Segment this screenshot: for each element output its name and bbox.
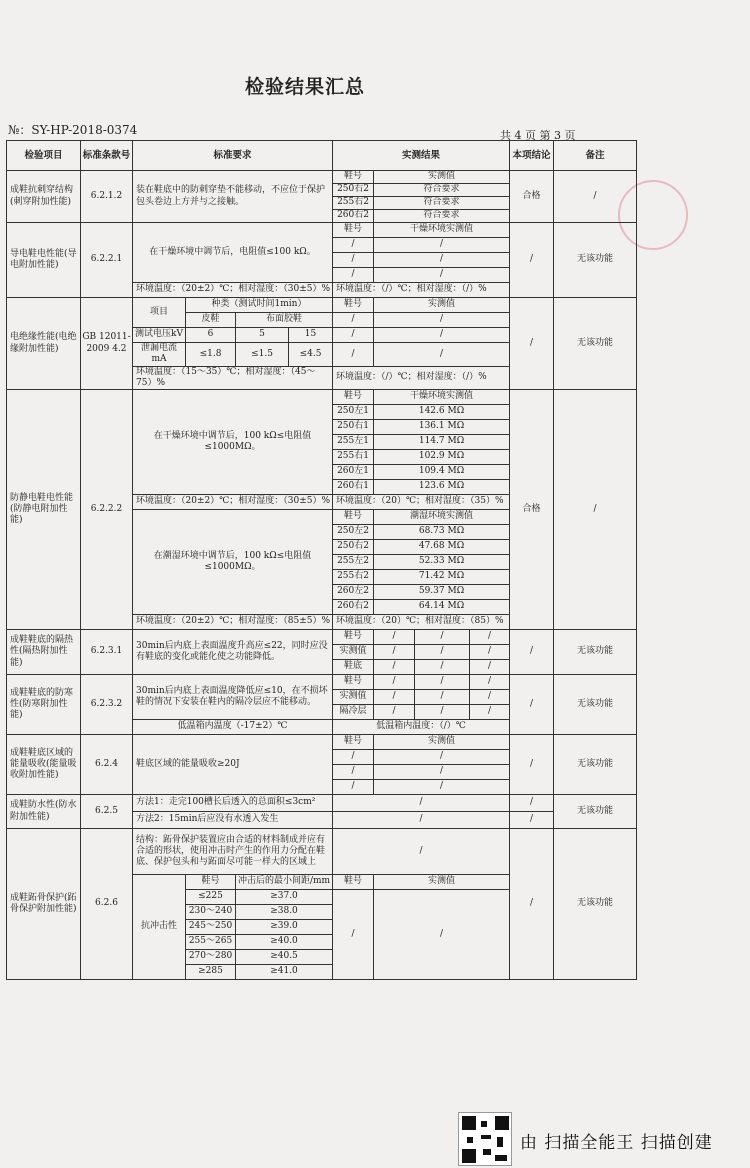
- size-cell: 255左1: [333, 435, 374, 450]
- size-cell: 255右1: [333, 450, 374, 465]
- size-cell: 245～250: [186, 920, 236, 935]
- gap-cell: ≥41.0: [236, 965, 333, 980]
- value-cell: /: [415, 660, 470, 675]
- volt-value: 5: [236, 328, 289, 343]
- leather-label: 皮鞋: [186, 313, 236, 328]
- remark-cell: 无该功能: [554, 223, 637, 298]
- measured-label: 干燥环境实测值: [374, 390, 510, 405]
- header-row: [7, 141, 637, 171]
- value-cell: 52.33 MΩ: [374, 555, 510, 570]
- requirement-cell: 方法1：走完100槽长后透入的总面积≤3cm²: [133, 795, 333, 812]
- env-result: 环境温度：（20）℃；相对湿度：（35）%: [333, 495, 510, 510]
- shoe-no-label: 鞋号: [333, 171, 374, 184]
- conclusion-cell: /: [510, 298, 554, 390]
- size-cell: 260右2: [333, 210, 374, 223]
- shoe-no-label: 鞋号: [333, 390, 374, 405]
- value-cell: /: [374, 890, 510, 980]
- conclusion-cell: /: [510, 795, 554, 812]
- conclusion-cell: /: [510, 223, 554, 298]
- value-cell: /: [470, 645, 510, 660]
- value-cell: /: [415, 690, 470, 705]
- size-cell: 250右1: [333, 420, 374, 435]
- table-row: [7, 223, 637, 238]
- value-cell: /: [374, 238, 510, 253]
- conclusion-cell: /: [510, 829, 554, 980]
- col-size-label: 鞋号: [186, 875, 236, 890]
- header-requirement: 标准要求: [133, 141, 333, 171]
- value-cell: /: [374, 645, 415, 660]
- clause-cell: 6.2.3.2: [81, 675, 133, 735]
- value-cell: /: [374, 253, 510, 268]
- value-cell: /: [415, 630, 470, 645]
- value-cell: /: [374, 765, 510, 780]
- table-row: [7, 171, 637, 184]
- measured-label: 潮湿环境实测值: [374, 510, 510, 525]
- conclusion-cell: /: [510, 675, 554, 735]
- conclusion-cell: /: [510, 812, 554, 829]
- gap-cell: ≥40.0: [236, 935, 333, 950]
- env-requirement: 环境温度：（20±2）℃；相对湿度：（85±5）%: [133, 615, 333, 630]
- size-cell: /: [333, 890, 374, 980]
- requirement-cell: 装在鞋底中的防刺穿垫不能移动，不应位于保护包头卷边上方并与之接触。: [133, 171, 333, 223]
- value-cell: /: [470, 705, 510, 720]
- value-cell: 114.7 MΩ: [374, 435, 510, 450]
- size-cell: 255右2: [333, 570, 374, 585]
- requirement-cell: 30min后内底上表面温度升高应≤22，同时应没有鞋底的变化或能化使之功能降低。: [133, 630, 333, 675]
- value-cell: /: [333, 795, 510, 812]
- clause-cell: 6.2.2.2: [81, 390, 133, 630]
- table-row: [7, 298, 637, 313]
- remark-cell: 无该功能: [554, 829, 637, 980]
- table-row: [7, 795, 637, 812]
- value-cell: /: [470, 690, 510, 705]
- item-cell: 成鞋防水性(防水附加性能): [7, 795, 81, 829]
- page-info: 共 4 页 第 3 页: [500, 129, 576, 142]
- scanner-footer: 由 扫描全能王 扫描创建: [520, 1133, 713, 1153]
- measured-label: 干燥环境实测值: [374, 223, 510, 238]
- value-cell: /: [374, 268, 510, 283]
- leak-value: ≤4.5: [289, 343, 333, 367]
- gap-cell: ≥38.0: [236, 905, 333, 920]
- value-cell: /: [374, 343, 510, 367]
- env-result: 低温箱内温度：（/）℃: [333, 720, 510, 735]
- shoe-no-label: 鞋号: [333, 875, 374, 890]
- value-cell: 71.42 MΩ: [374, 570, 510, 585]
- env-result: 环境温度：（20）℃；相对湿度：（85）%: [333, 615, 510, 630]
- size-cell: /: [333, 238, 374, 253]
- volt-label: 测试电压kV: [133, 328, 186, 343]
- header-item: 检验项目: [7, 141, 81, 171]
- shoe-no-label: 鞋号: [333, 298, 374, 313]
- size-cell: 255～265: [186, 935, 236, 950]
- remark-cell: 无该功能: [554, 795, 637, 829]
- table-row: [7, 390, 637, 405]
- size-cell: ≤225: [186, 890, 236, 905]
- row-label: 鞋号: [333, 675, 374, 690]
- item-cell: 防静电鞋电性能(防静电附加性能): [7, 390, 81, 630]
- size-cell: /: [333, 765, 374, 780]
- row-label: 鞋号: [333, 630, 374, 645]
- item-cell: 电绝缘性能(电绝缘附加性能): [7, 298, 81, 390]
- value-cell: 136.1 MΩ: [374, 420, 510, 435]
- size-cell: /: [333, 253, 374, 268]
- leak-value: ≤1.8: [186, 343, 236, 367]
- table-row: [7, 829, 637, 875]
- clause-cell: 6.2.2.1: [81, 223, 133, 298]
- size-cell: 260右1: [333, 480, 374, 495]
- header-clause: 标准条款号: [81, 141, 133, 171]
- remark-cell: /: [554, 390, 637, 630]
- value-cell: 符合要求: [374, 184, 510, 197]
- measured-label: 实测值: [374, 171, 510, 184]
- value-cell: /: [415, 645, 470, 660]
- value-cell: /: [374, 328, 510, 343]
- value-cell: /: [470, 630, 510, 645]
- value-cell: 符合要求: [374, 210, 510, 223]
- remark-cell: 无该功能: [554, 675, 637, 735]
- remark-cell: 无该功能: [554, 735, 637, 795]
- col-item-label: 项目: [133, 298, 186, 328]
- clause-cell: 6.2.3.1: [81, 630, 133, 675]
- requirement-cell: 在潮湿环境中调节后，100 kΩ≤电阻值≤1000MΩ。: [133, 510, 333, 615]
- clause-cell: 6.2.1.2: [81, 171, 133, 223]
- table-row: [7, 735, 637, 750]
- value-cell: 109.4 MΩ: [374, 465, 510, 480]
- volt-value: 15: [289, 328, 333, 343]
- size-cell: 260右2: [333, 600, 374, 615]
- value-cell: 68.73 MΩ: [374, 525, 510, 540]
- item-cell: 成鞋鞋底的隔热性(隔热附加性能): [7, 630, 81, 675]
- gap-cell: ≥39.0: [236, 920, 333, 935]
- value-cell: /: [374, 630, 415, 645]
- requirement-cell: 结构：跖骨保护装置应由合适的材料制成并应有合适的形状，使用冲击时产生的作用力分配在鞋底、保护包头和与跖面尽可能一样大的区域上: [133, 829, 333, 875]
- size-cell: 270～280: [186, 950, 236, 965]
- row-label: 隔冷层: [333, 705, 374, 720]
- value-cell: /: [415, 705, 470, 720]
- requirement-cell: 鞋底区域的能量吸收≥20J: [133, 735, 333, 795]
- table-row: [7, 630, 637, 645]
- size-cell: 230～240: [186, 905, 236, 920]
- conclusion-cell: /: [510, 630, 554, 675]
- value-cell: /: [374, 675, 415, 690]
- value-cell: 142.6 MΩ: [374, 405, 510, 420]
- conclusion-cell: 合格: [510, 390, 554, 630]
- requirement-cell: 在干燥环境中调节后，电阻值≤100 kΩ。: [133, 223, 333, 283]
- size-cell: 260左1: [333, 465, 374, 480]
- size-cell: /: [333, 268, 374, 283]
- size-cell: /: [333, 780, 374, 795]
- item-cell: 导电鞋电性能(导电附加性能): [7, 223, 81, 298]
- header-result: 实测结果: [333, 141, 510, 171]
- row-label: 实测值: [333, 690, 374, 705]
- env-requirement: 低温箱内温度（-17±2）℃: [133, 720, 333, 735]
- remark-cell: 无该功能: [554, 630, 637, 675]
- size-cell: 250右2: [333, 184, 374, 197]
- document-number: №：SY-HP-2018-0374: [8, 123, 138, 137]
- size-cell: 255左2: [333, 555, 374, 570]
- size-cell: 260左2: [333, 585, 374, 600]
- value-cell: /: [333, 829, 510, 875]
- value-cell: 59.37 MΩ: [374, 585, 510, 600]
- value-cell: /: [470, 660, 510, 675]
- remark-cell: 无该功能: [554, 298, 637, 390]
- env-result: 环境温度：（/）℃；相对湿度：（/）%: [333, 283, 510, 298]
- value-cell: 符合要求: [374, 197, 510, 210]
- clause-cell: 6.2.4: [81, 735, 133, 795]
- item-cell: 成鞋鞋底区域的能量吸收(能量吸收附加性能): [7, 735, 81, 795]
- env-requirement: 环境温度：（20±2）℃；相对湿度：（30±5）%: [133, 495, 333, 510]
- remark-cell: /: [554, 171, 637, 223]
- value-cell: 102.9 MΩ: [374, 450, 510, 465]
- value-cell: /: [374, 690, 415, 705]
- size-cell: /: [333, 343, 374, 367]
- value-cell: /: [374, 750, 510, 765]
- header-conclusion: 本项结论: [510, 141, 554, 171]
- shoe-no-label: 鞋号: [333, 223, 374, 238]
- size-cell: 250左1: [333, 405, 374, 420]
- shoe-no-label: 鞋号: [333, 735, 374, 750]
- size-cell: ≥285: [186, 965, 236, 980]
- value-cell: /: [333, 812, 510, 829]
- item-cell: 成鞋抗刺穿结构(刺穿附加性能): [7, 171, 81, 223]
- clause-cell: 6.2.6: [81, 829, 133, 980]
- size-cell: 250右2: [333, 540, 374, 555]
- measured-label: 实测值: [374, 875, 510, 890]
- measured-label: 实测值: [374, 735, 510, 750]
- size-cell: /: [333, 750, 374, 765]
- value-cell: /: [470, 675, 510, 690]
- qr-code-icon: [458, 1112, 512, 1166]
- size-cell: /: [333, 328, 374, 343]
- clause-cell: GB 12011-2009 4.2: [81, 298, 133, 390]
- value-cell: 47.68 MΩ: [374, 540, 510, 555]
- requirement-cell: 30min后内底上表面温度降低应≤10，在不损坏鞋的情况下安装在鞋内的隔冷层应不能移动。: [133, 675, 333, 720]
- item-cell: 成鞋鞋底的防寒性(防寒附加性能): [7, 675, 81, 735]
- row-label: 鞋底: [333, 660, 374, 675]
- page-title: 检验结果汇总: [244, 76, 365, 98]
- col-gap-label: 冲击后的最小间距/mm: [236, 875, 333, 890]
- env-result: 环境温度：（/）℃；相对湿度：（/）%: [333, 366, 510, 390]
- table-row: [7, 675, 637, 690]
- results-table-body: [6, 140, 637, 980]
- kind-label: 种类（测试时间1min）: [186, 298, 333, 313]
- conclusion-cell: /: [510, 735, 554, 795]
- env-requirement: 环境温度：（20±2）℃；相对湿度：（30±5）%: [133, 283, 333, 298]
- env-requirement: 环境温度：（15～35）℃；相对湿度：（45～75）%: [133, 366, 333, 390]
- size-cell: /: [333, 313, 374, 328]
- gap-cell: ≥37.0: [236, 890, 333, 905]
- value-cell: /: [374, 660, 415, 675]
- leak-label: 泄漏电流mA: [133, 343, 186, 367]
- value-cell: /: [415, 675, 470, 690]
- row-label: 实测值: [333, 645, 374, 660]
- fabric-label: 布面胶鞋: [236, 313, 333, 328]
- gap-cell: ≥40.5: [236, 950, 333, 965]
- shoe-no-label: 鞋号: [333, 510, 374, 525]
- value-cell: /: [374, 780, 510, 795]
- conclusion-cell: 合格: [510, 171, 554, 223]
- requirement-cell: 方法2：15min后应没有水透入发生: [133, 812, 333, 829]
- clause-cell: 6.2.5: [81, 795, 133, 829]
- requirement-cell: 在干燥环境中调节后，100 kΩ≤电阻值≤1000MΩ。: [133, 390, 333, 495]
- measured-label: 实测值: [374, 298, 510, 313]
- size-cell: 250左2: [333, 525, 374, 540]
- header-remark: 备注: [554, 141, 637, 171]
- value-cell: 123.6 MΩ: [374, 480, 510, 495]
- value-cell: /: [374, 705, 415, 720]
- impact-label: 抗冲击性: [133, 875, 186, 980]
- item-cell: 成鞋跖骨保护(跖骨保护附加性能): [7, 829, 81, 980]
- volt-value: 6: [186, 328, 236, 343]
- value-cell: 64.14 MΩ: [374, 600, 510, 615]
- leak-value: ≤1.5: [236, 343, 289, 367]
- value-cell: /: [374, 313, 510, 328]
- size-cell: 255右2: [333, 197, 374, 210]
